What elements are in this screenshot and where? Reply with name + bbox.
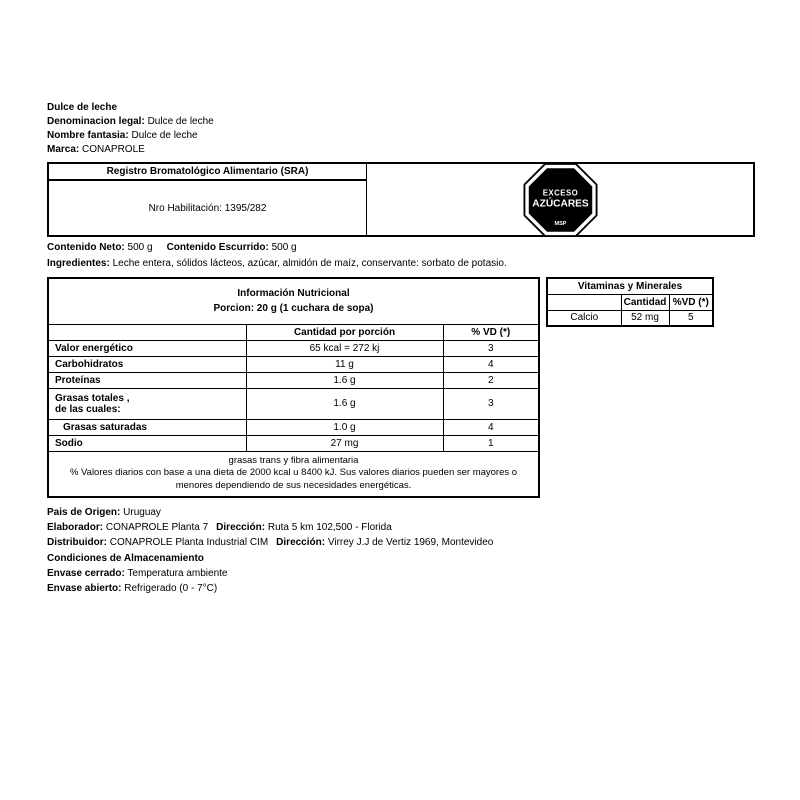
vitamins-col-cantidad: Cantidad [621,294,669,310]
envase-cerrado-line [47,566,493,581]
ingredientes-line [47,258,507,269]
fantasia-line [47,129,214,143]
row-name [48,388,246,419]
vitamins-column-header-row [547,294,713,310]
registro-seal-cell [367,164,753,235]
nutrition-footnote [48,451,539,497]
contenido-neto-value: 500 g [124,242,153,253]
row-name-line2: de las cuales: [55,403,121,415]
row-qty: 1.6 g [246,372,443,388]
row-vd: 1 [443,435,539,451]
origin-storage-block [47,505,493,596]
contenido-neto-label: Contenido Neto: [47,242,125,253]
table-row-calcio [547,310,713,326]
ingredientes-label: Ingredientes: [47,258,110,269]
nutrition-title-cell [48,278,539,324]
table-row-grasas-saturadas [48,419,539,435]
vitamins-title-row [547,278,713,294]
vitamin-name: Calcio [547,310,621,326]
nutrition-column-header-row [48,324,539,340]
elaborador-line [47,520,493,535]
row-qty: 27 mg [246,435,443,451]
row-vd: 4 [443,356,539,372]
footnote-line1: grasas trans y fibra alimentaria [228,454,359,466]
distribuidor-value: CONAPROLE Planta Industrial CIM [107,537,269,549]
pais-line [47,505,493,520]
elaborador-value: CONAPROLE Planta 7 [103,522,209,534]
direccion2-value: Virrey J.J de Vertiz 1969, Montevideo [325,537,494,549]
contenido-escurrido-label: Contenido Escurrido: [166,242,269,253]
col-header-vd: % VD (*) [443,324,539,340]
contenido-escurrido-value: 500 g [268,242,297,253]
vitamins-title: Vitaminas y Minerales [547,278,713,294]
envase-cerrado-value: Temperatura ambiente [124,567,228,579]
row-name: Carbohidratos [48,356,246,372]
pais-value: Uruguay [120,507,161,518]
row-vd: 3 [443,388,539,419]
vitamins-col-empty [547,294,621,310]
direccion2-label: Dirección: [276,537,326,549]
fantasia-label: Nombre fantasia: [47,130,129,141]
vitamin-qty: 52 mg [621,310,669,326]
row-qty: 1.0 g [246,419,443,435]
table-row-carbohidratos [48,356,539,372]
ingredientes-value: Leche entera, sólidos lácteos, azúcar, almidón de maíz, conservante: sorbato de potasio. [109,258,507,269]
envase-abierto-value: Refrigerado (0 - 7°C) [121,583,218,595]
denominacion-line [47,115,214,129]
envase-abierto-label: Envase abierto: [47,583,122,595]
row-qty: 11 g [246,356,443,372]
distribuidor-line [47,535,493,550]
marca-label: Marca: [47,144,80,155]
vitamins-table [546,277,714,327]
contenido-line [47,242,297,253]
col-header-cantidad: Cantidad por porción [246,324,443,340]
nutrition-footnote-row [48,451,539,497]
row-name: Valor energético [48,340,246,356]
registro-header: Registro Bromatológico Alimentario (SRA) [49,164,366,181]
nutrition-title-row [48,278,539,324]
marca-value: CONAPROLE [79,144,145,155]
seal-line3: MSP [553,220,567,227]
seal-line2: AZÚCARES [531,197,589,209]
condiciones-title: Condiciones de Almacenamiento [47,552,204,564]
table-row-grasas-totales [48,388,539,419]
table-row-valor-energetico [48,340,539,356]
row-name-line1: Grasas totales , [55,392,130,404]
seal-line1: EXCESO [542,187,578,197]
row-qty: 1.6 g [246,388,443,419]
direccion1-value: Ruta 5 km 102,500 - Florida [265,522,392,534]
product-info-block [47,101,214,157]
registro-left-cell [49,164,367,235]
nutrition-title: Información Nutricional [237,288,350,300]
row-name: Sodio [48,435,246,451]
col-header-empty [48,324,246,340]
row-name: Proteínas [48,372,246,388]
fantasia-value: Dulce de leche [128,130,198,141]
registro-box [47,162,755,237]
denominacion-label: Denominacion legal: [47,116,145,127]
exceso-azucares-seal-icon [523,163,598,237]
habilitacion-text: Nro Habilitación: 1395/282 [148,202,267,214]
table-row-proteinas [48,372,539,388]
denominacion-value: Dulce de leche [144,116,214,127]
envase-abierto-line [47,581,493,596]
nutrition-subtitle: Porcion: 20 g (1 cuchara de sopa) [213,303,374,315]
footnote-line2: % Valores diarios con base a una dieta de 2000 kcal u 8400 kJ. Sus valores diarios pueden ser mayores o menores dependiendo de sus necesidades energéticas. [69,467,518,491]
row-vd: 4 [443,419,539,435]
product-title: Dulce de leche [47,102,118,113]
direccion1-label: Dirección: [216,522,266,534]
envase-cerrado-label: Envase cerrado: [47,567,125,579]
elaborador-label: Elaborador: [47,522,104,534]
nutrition-table [47,277,540,498]
table-row-sodio [48,435,539,451]
row-vd: 3 [443,340,539,356]
distribuidor-label: Distribuidor: [47,537,107,549]
vitamins-col-vd: %VD (*) [669,294,713,310]
row-qty: 65 kcal = 272 kj [246,340,443,356]
row-name: Grasas saturadas [48,419,246,435]
pais-label: Pais de Origen: [47,507,121,518]
row-vd: 2 [443,372,539,388]
vitamin-vd: 5 [669,310,713,326]
marca-line [47,143,214,157]
